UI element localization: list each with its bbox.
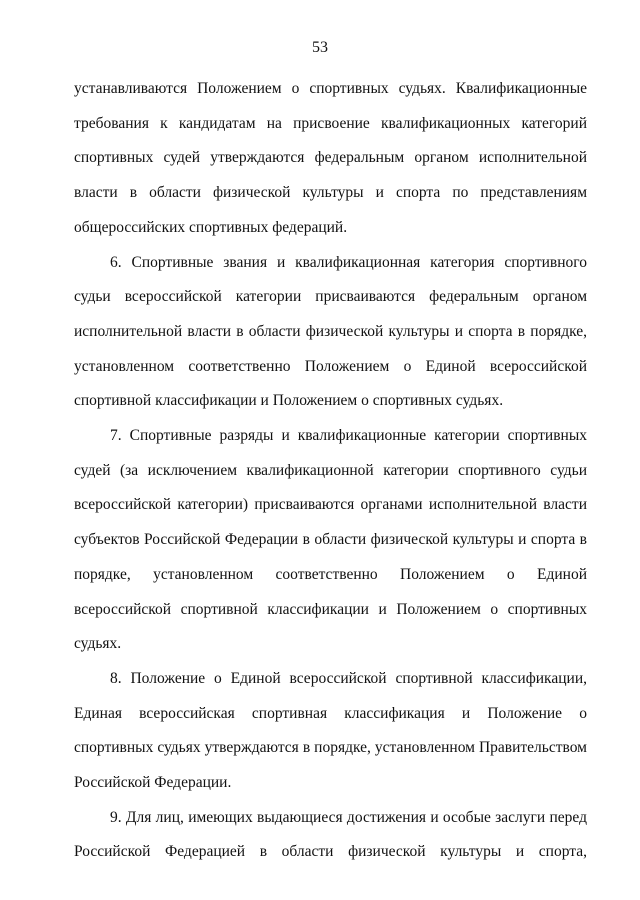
paragraph-6: 6. Спортивные звания и квалификационная категория спортивного судьи всероссийской категории присваиваются федеральным органом исполнительной власти в области физической культуры и спорта в порядке, установленном соответственно Положением о Единой всероссийской спортивной классификации и Положением о спортивных судьях. bbox=[74, 253, 587, 410]
paragraph-7: 7. Спортивные разряды и квалификационные категории спортивных судей (за исключением квалификационной категории спортивного судьи всероссийской категории) присваиваются органами исполнительной власти субъектов Российской Федерации в области физической культуры и спорта в порядке, установленном соответственно Положением о Единой всероссийской спортивной классификации и Положением о спортивных судьях. bbox=[74, 427, 587, 653]
page-number: 53 bbox=[312, 39, 328, 56]
paragraph-9: 9. Для лиц, имеющих выдающиеся достижения и особые заслуги перед Российской Федерацией в области физической культуры и спорта, bbox=[74, 808, 587, 861]
document-body bbox=[74, 72, 587, 870]
paragraph-continuation: устанавливаются Положением о спортивных судьях. Квалификационные требования к кандидатам на присвоение квалификационных категорий спортивных судей утверждаются федеральным органом исполнительной власти в области физической культуры и спорта по представлениям общероссийских спортивных федераций. bbox=[74, 80, 587, 236]
paragraph-8: 8. Положение о Единой всероссийской спортивной классификации, Единая всероссийская спортивная классификация и Положение о спортивных судьях утверждаются в порядке, установленном Правительством Российской Федерации. bbox=[74, 669, 587, 792]
